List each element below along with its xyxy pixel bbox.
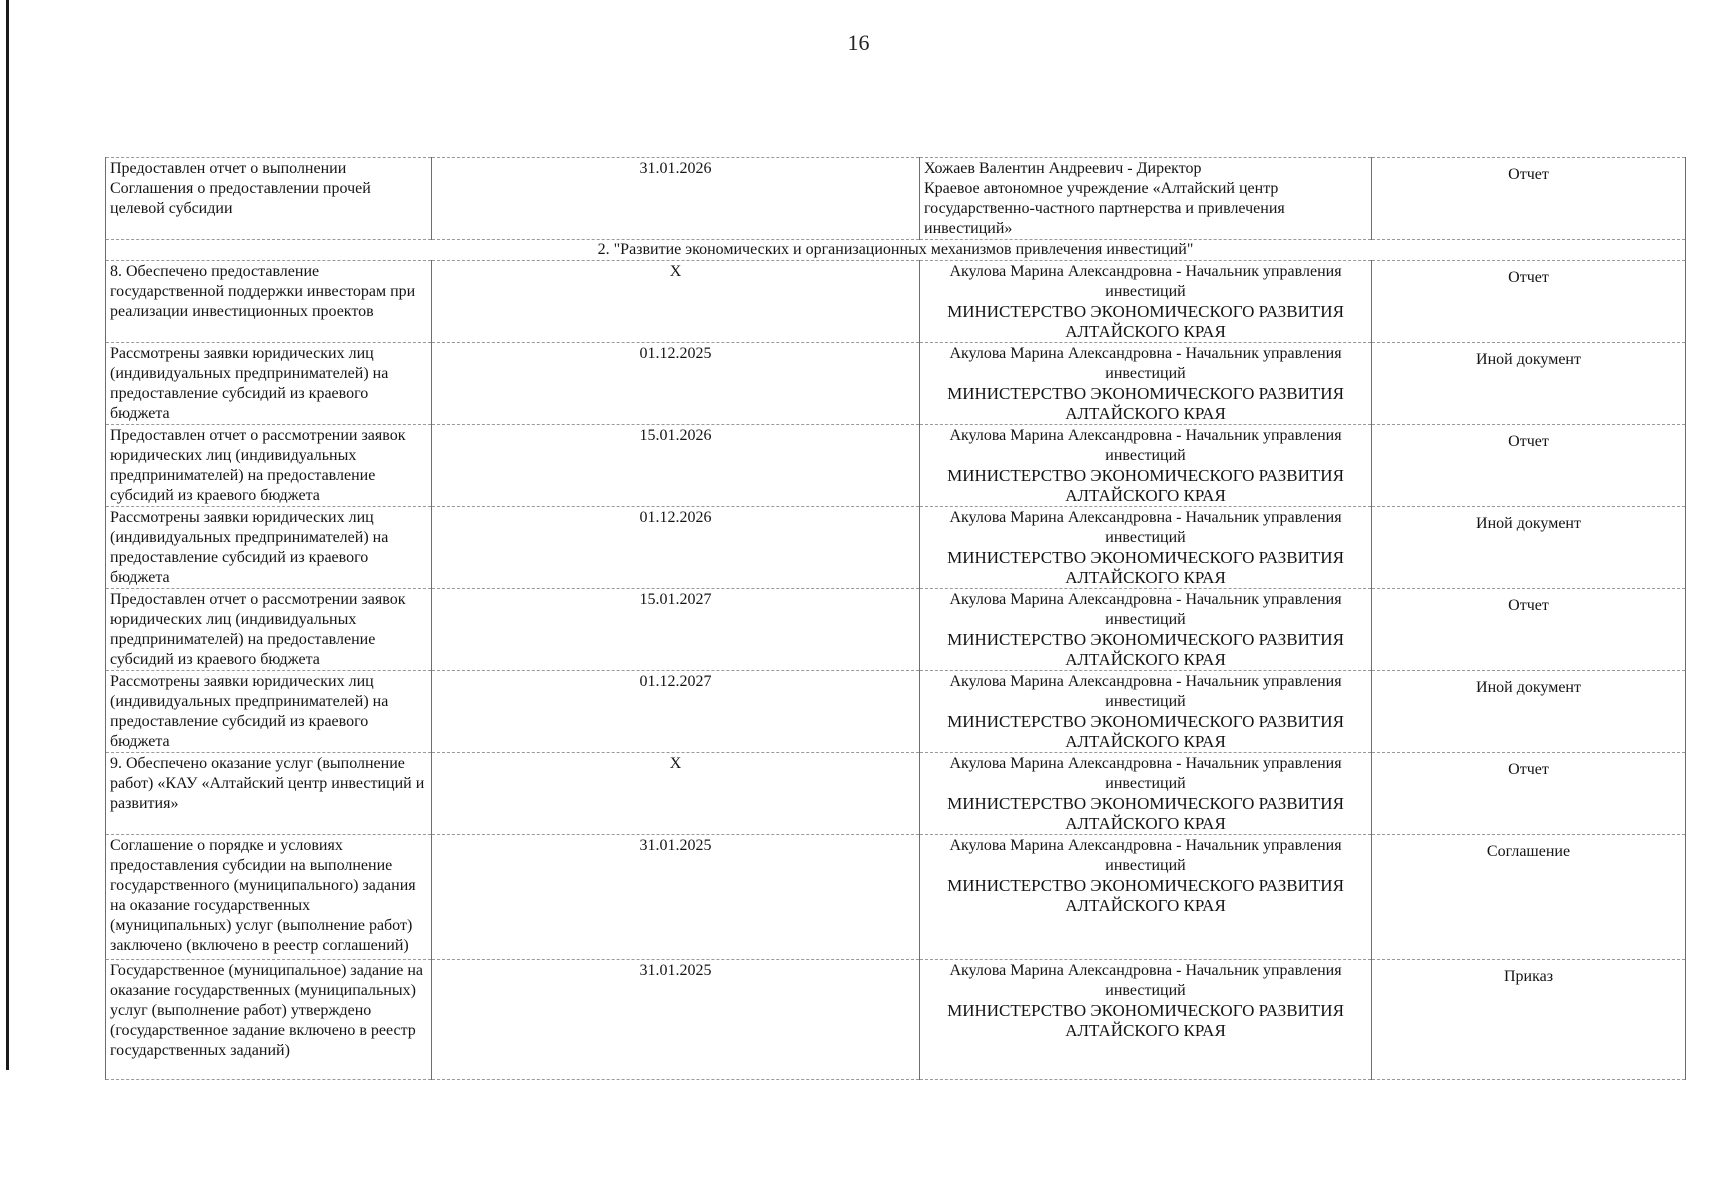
table-row [106,835,1686,960]
cell-document-type: Отчет [1372,158,1686,240]
cell-date: X [432,261,920,343]
cell-result: Рассмотрены заявки юридических лиц (индивидуальных предпринимателей) на предоставление субсидий из краевого бюджета [106,671,432,753]
responsible-person: Акулова Марина Александровна - Начальник управления инвестиций [949,962,1342,999]
cell-date: 01.12.2026 [432,507,920,589]
responsible-organization: МИНИСТЕРСТВО ЭКОНОМИЧЕСКОГО РАЗВИТИЯ АЛТАЙСКОГО КРАЯ [947,302,1344,341]
cell-responsible [920,835,1372,960]
cell-document-type: Отчет [1372,753,1686,835]
cell-document-type: Отчет [1372,425,1686,507]
responsible-organization: МИНИСТЕРСТВО ЭКОНОМИЧЕСКОГО РАЗВИТИЯ АЛТАЙСКОГО КРАЯ [947,384,1344,423]
cell-result: Рассмотрены заявки юридических лиц (индивидуальных предпринимателей) на предоставление субсидий из краевого бюджета [106,343,432,425]
activity-table [105,157,1686,1080]
cell-date: 15.01.2027 [432,589,920,671]
responsible-organization: МИНИСТЕРСТВО ЭКОНОМИЧЕСКОГО РАЗВИТИЯ АЛТАЙСКОГО КРАЯ [947,794,1344,833]
cell-document-type: Иной документ [1372,507,1686,589]
responsible-person: Акулова Марина Александровна - Начальник управления инвестиций [949,427,1342,464]
responsible-person: Акулова Марина Александровна - Начальник управления инвестиций [949,673,1342,710]
section-header-row [106,240,1686,261]
cell-date: X [432,753,920,835]
cell-document-type: Иной документ [1372,671,1686,753]
cell-result: Предоставлен отчет о рассмотрении заявок юридических лиц (индивидуальных предпринимателей) на предоставление субсидий из краевого бюджета [106,425,432,507]
responsible-organization: Краевое автономное учреждение «Алтайский центр государственно-частного партнерства и привлечения инвестиций» [924,180,1285,237]
cell-responsible [920,261,1372,343]
cell-date: 31.01.2026 [432,158,920,240]
responsible-organization: МИНИСТЕРСТВО ЭКОНОМИЧЕСКОГО РАЗВИТИЯ АЛТАЙСКОГО КРАЯ [947,548,1344,587]
cell-date: 31.01.2025 [432,835,920,960]
table-row [106,671,1686,753]
cell-result: Соглашение о порядке и условиях предоставления субсидии на выполнение государственного (муниципального) задания на оказание государственных (муниципальных) услуг (выполнение работ) заключено (включено в реестр соглашений) [106,835,432,960]
cell-responsible [920,507,1372,589]
cell-result: 8. Обеспечено предоставление государственной поддержки инвесторам при реализации инвестиционных проектов [106,261,432,343]
cell-result: 9. Обеспечено оказание услуг (выполнение работ) «КАУ «Алтайский центр инвестиций и развития» [106,753,432,835]
section-title: 2. "Развитие экономических и организационных механизмов привлечения инвестиций" [106,240,1686,261]
table-row [106,425,1686,507]
cell-responsible [920,158,1372,240]
responsible-person: Акулова Марина Александровна - Начальник управления инвестиций [949,837,1342,874]
cell-document-type: Отчет [1372,261,1686,343]
cell-result: Предоставлен отчет о рассмотрении заявок юридических лиц (индивидуальных предпринимателей) на предоставление субсидий из краевого бюджета [106,589,432,671]
cell-date: 31.01.2025 [432,960,920,1080]
responsible-organization: МИНИСТЕРСТВО ЭКОНОМИЧЕСКОГО РАЗВИТИЯ АЛТАЙСКОГО КРАЯ [947,712,1344,751]
table-row [106,753,1686,835]
responsible-organization: МИНИСТЕРСТВО ЭКОНОМИЧЕСКОГО РАЗВИТИЯ АЛТАЙСКОГО КРАЯ [947,630,1344,669]
cell-document-type: Иной документ [1372,343,1686,425]
responsible-person: Акулова Марина Александровна - Начальник управления инвестиций [949,509,1342,546]
table-row [106,261,1686,343]
responsible-organization: МИНИСТЕРСТВО ЭКОНОМИЧЕСКОГО РАЗВИТИЯ АЛТАЙСКОГО КРАЯ [947,466,1344,505]
responsible-person: Акулова Марина Александровна - Начальник управления инвестиций [949,263,1342,300]
cell-result: Предоставлен отчет о выполнении Соглашения о предоставлении прочей целевой субсидии [106,158,432,240]
table-row [106,158,1686,240]
cell-responsible [920,671,1372,753]
responsible-person: Акулова Марина Александровна - Начальник управления инвестиций [949,755,1342,792]
cell-document-type: Приказ [1372,960,1686,1080]
cell-date: 01.12.2025 [432,343,920,425]
cell-date: 01.12.2027 [432,671,920,753]
page-number: 16 [847,30,870,55]
table-row [106,960,1686,1080]
table-row [106,589,1686,671]
binding-margin-line [6,0,9,1070]
cell-result: Государственное (муниципальное) задание на оказание государственных (муниципальных) услуг (выполнение работ) утверждено (государственное задание включено в реестр государственных заданий) [106,960,432,1080]
responsible-person: Акулова Марина Александровна - Начальник управления инвестиций [949,591,1342,628]
table-row [106,343,1686,425]
responsible-person: Акулова Марина Александровна - Начальник управления инвестиций [949,345,1342,382]
responsible-organization: МИНИСТЕРСТВО ЭКОНОМИЧЕСКОГО РАЗВИТИЯ АЛТАЙСКОГО КРАЯ [947,1001,1344,1040]
cell-date: 15.01.2026 [432,425,920,507]
cell-responsible [920,343,1372,425]
cell-document-type: Соглашение [1372,835,1686,960]
cell-result: Рассмотрены заявки юридических лиц (индивидуальных предпринимателей) на предоставление субсидий из краевого бюджета [106,507,432,589]
responsible-person: Хожаев Валентин Андреевич - Директор [924,160,1202,177]
cell-responsible [920,753,1372,835]
responsible-organization: МИНИСТЕРСТВО ЭКОНОМИЧЕСКОГО РАЗВИТИЯ АЛТАЙСКОГО КРАЯ [947,876,1344,915]
cell-responsible [920,589,1372,671]
cell-responsible [920,425,1372,507]
cell-responsible [920,960,1372,1080]
table-row [106,507,1686,589]
cell-document-type: Отчет [1372,589,1686,671]
